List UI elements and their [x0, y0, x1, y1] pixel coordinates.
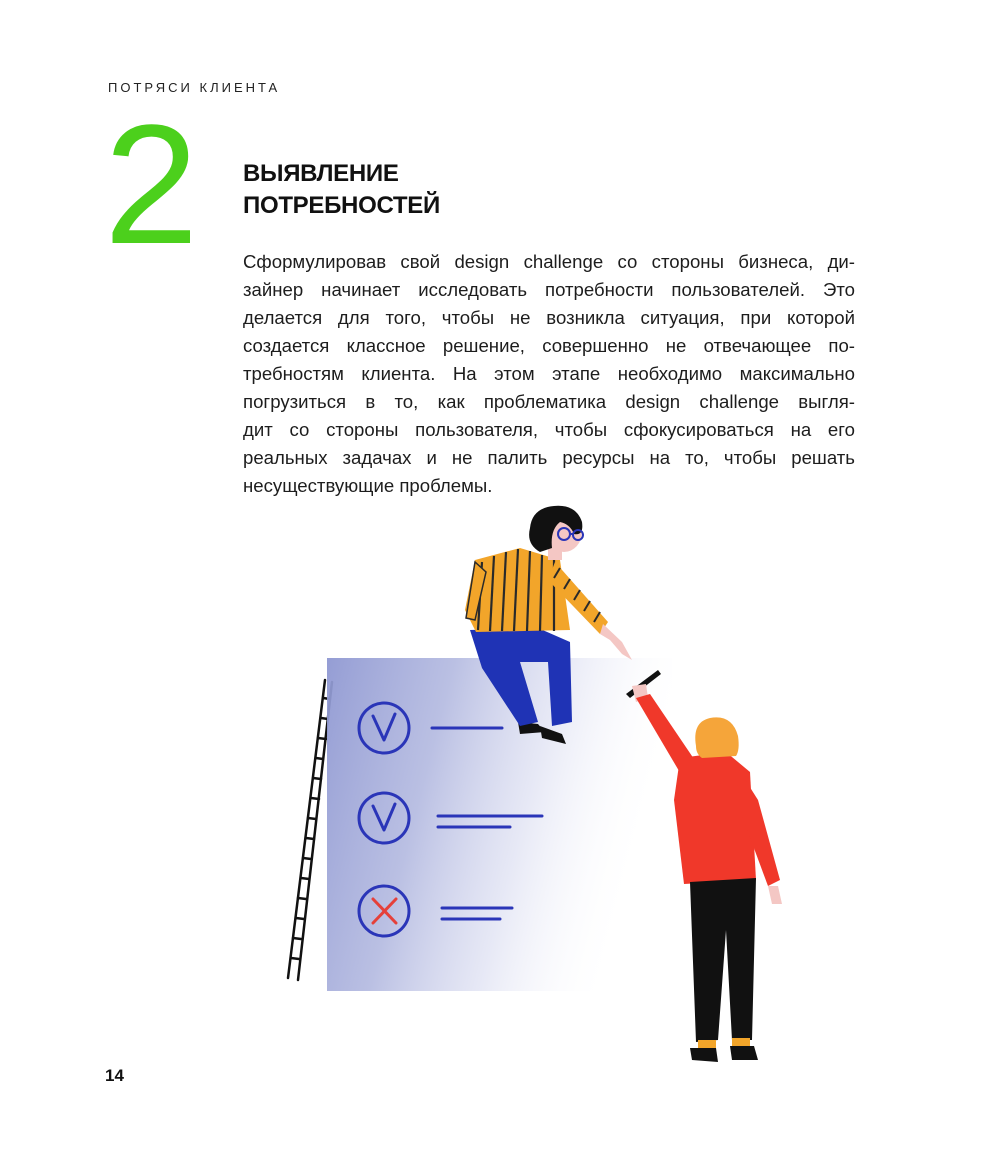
body-line: реальных задачах и не палить ресурсы на то, чтобы решать	[243, 447, 855, 468]
body-line: Сформулировав свой design challenge со стороны бизнеса, ди-	[243, 251, 855, 272]
illustration	[270, 500, 810, 1080]
body-paragraph	[243, 248, 855, 500]
chapter-number: 2	[104, 90, 199, 280]
section-title-line-2: ПОТРЕБНОСТЕЙ	[243, 192, 440, 219]
body-line: несуществующие проблемы.	[243, 475, 493, 496]
body-line: делается для того, чтобы не возникла ситуация, при которой	[243, 307, 855, 328]
body-line: создается классное решение, совершенно не отвечающее по-	[243, 335, 855, 356]
body-line: погрузиться в то, как проблематика design challenge выгля-	[243, 391, 855, 412]
checklist-board	[327, 658, 672, 991]
body-line: дит со стороны пользователя, чтобы сфокусироваться на его	[243, 419, 855, 440]
page-number: 14	[105, 1066, 124, 1085]
body-line: требностям клиента. На этом этапе необходимо максимально	[243, 363, 855, 384]
section-title	[243, 158, 440, 222]
running-header: ПОТРЯСИ КЛИЕНТА	[108, 80, 281, 95]
body-line: зайнер начинает исследовать потребности пользователей. Это	[243, 279, 855, 300]
section-title-line-1: ВЫЯВЛЕНИЕ	[243, 160, 399, 187]
ladder	[288, 680, 332, 980]
